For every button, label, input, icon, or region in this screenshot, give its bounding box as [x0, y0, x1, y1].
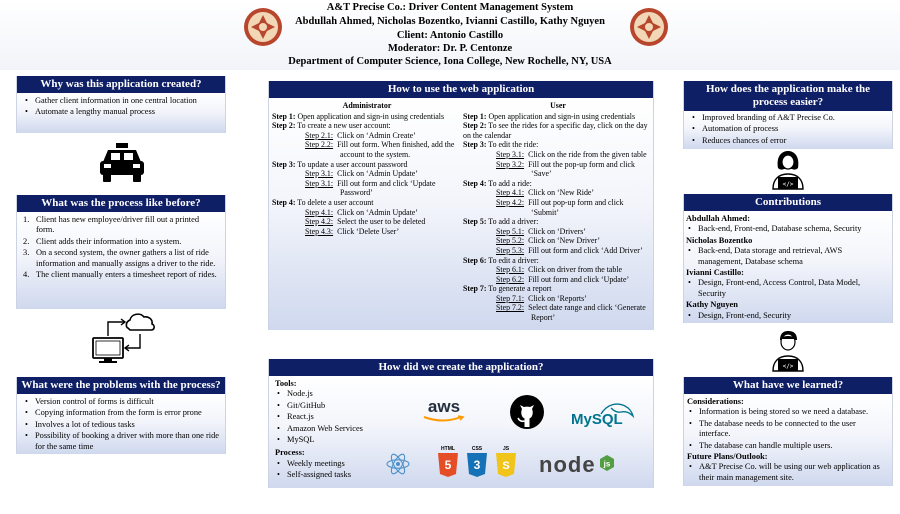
admin-substep: Step 4.2: Select the user to be deleted	[305, 217, 426, 227]
list-item: • Version control of forms is difficult	[23, 397, 219, 407]
list-item: • Design, Front-end, Security	[686, 311, 886, 321]
list-item: • Automation of process	[690, 124, 886, 134]
user-heading: User	[550, 101, 566, 110]
user-substep: Step 7.2: Select date range and click ‘Generate Report’	[496, 303, 646, 323]
problems-title: What were the problems with the process?	[17, 377, 225, 394]
process-panel	[16, 195, 226, 309]
user-substep: Step 4.1: Click on ‘New Ride’	[496, 188, 595, 198]
html5-logo-icon: HTML 5	[437, 446, 459, 481]
process-heading: Process:	[275, 448, 305, 458]
taxi-icon	[98, 142, 146, 186]
user-step: Step 2: To see the rides for a specific day, click on the day on the calendar	[463, 121, 648, 140]
howto-title: How to use the web application	[269, 81, 653, 98]
list-item: • Node.js	[275, 389, 647, 399]
list-item: 4. The client manually enters a timesheet report of rides.	[23, 270, 217, 280]
male-developer-icon	[770, 330, 806, 372]
list-item: • Reduces chances of error	[690, 136, 886, 146]
list-item: • Improved branding of A&T Precise Co.	[690, 113, 886, 123]
list-item: • Gather client information in one central location	[23, 96, 219, 106]
poster-department: Department of Computer Science, Iona College, New Rochelle, NY, USA	[288, 56, 612, 67]
problems-panel	[16, 377, 226, 454]
contributor-list	[686, 224, 886, 234]
svg-text:</>: </>	[782, 363, 794, 370]
list-item: • Back-end, Front-end, Database schema, Security	[686, 224, 886, 234]
user-substep: Step 5.1: Click on ‘Drivers’	[496, 226, 586, 236]
admin-step: Step 3: To update a user account password	[272, 159, 408, 169]
svg-text:3: 3	[473, 458, 481, 472]
contributor-list	[686, 246, 886, 267]
tools-heading: Tools:	[275, 379, 297, 388]
future-list	[687, 462, 886, 483]
admin-step: Step 1: Open application and sign-in using credentials	[272, 111, 445, 121]
why-title: Why was this application created?	[17, 76, 225, 93]
admin-substep: Step 3.1: Click on ‘Admin Update’	[305, 169, 418, 179]
list-item: • Involves a lot of tedious tasks	[23, 420, 219, 430]
list-item: • The database needs to be connected to the user interface.	[687, 419, 886, 440]
poster-moderator: Moderator: Dr. P. Centonze	[387, 43, 513, 54]
contributor-list	[686, 278, 886, 299]
create-title: How did we create the application?	[269, 359, 653, 376]
admin-heading: Administrator	[342, 101, 392, 110]
list-item: • Automate a lengthy manual process	[23, 107, 219, 117]
svg-text:S: S	[502, 460, 510, 472]
considerations-list	[687, 407, 886, 451]
user-substep: Step 5.3: Fill out form and click ‘Add Driver’	[496, 245, 643, 255]
user-step: Step 4: To add a ride:	[463, 178, 532, 188]
list-item: 1. Client has new employee/driver fill out a printed form.	[23, 215, 200, 235]
list-item: • Self-assigned tasks	[275, 470, 647, 480]
female-developer-icon	[770, 150, 806, 190]
easier-list	[690, 113, 886, 146]
user-substep: Step 7.1: Click on ‘Reports’	[496, 293, 587, 303]
aws-logo-icon: aws	[421, 398, 467, 426]
user-substep: Step 3.2: Fill out the pop-up form and click ‘Save’	[496, 159, 636, 179]
nodejs-logo-icon: node js	[539, 454, 623, 476]
learned-title: What have we learned?	[684, 377, 892, 394]
contributor-name: Nicholas Bozentko	[686, 235, 753, 245]
learned-panel	[683, 377, 893, 486]
admin-step: Step 2: To create a new user account:	[272, 121, 391, 131]
contrib-title: Contributions	[684, 194, 892, 211]
list-item: • React.js	[275, 412, 647, 422]
list-item: 3. On a second system, the owner gathers a list of ride information and manually assigns a driver to the ride.	[23, 248, 216, 268]
user-substep: Step 6.1: Click on driver from the table	[496, 265, 623, 275]
contributor-name: Abdullah Ahmed:	[686, 214, 750, 223]
user-step: Step 3: To edit the ride:	[463, 140, 539, 150]
why-panel	[16, 76, 226, 133]
create-panel	[268, 359, 654, 488]
problems-list	[23, 397, 219, 452]
admin-step: Step 4: To delete a user account	[272, 197, 374, 207]
considerations-heading: Considerations:	[687, 397, 744, 406]
cloud-computer-icon	[90, 308, 156, 366]
admin-substep: Step 2.2: Fill out form. When finished, add the account to the system.	[305, 140, 455, 159]
list-item: • Possibility of booking a driver with more than one ride for the same time	[23, 431, 219, 452]
easier-title: How does the application make the process easier?	[684, 81, 892, 111]
user-column	[463, 101, 653, 323]
list-item: • The database can handle multiple users.	[687, 441, 886, 451]
github-logo-icon	[509, 394, 545, 430]
future-heading: Future Plans/Outlook:	[687, 452, 768, 462]
contributor-name: Ivianni Castillo:	[686, 268, 744, 278]
javascript-logo-icon: JS S	[495, 446, 517, 481]
user-step: Step 6: To edit a driver:	[463, 255, 539, 265]
user-substep: Step 4.2: Fill out pop-up form and click ‘Submit’	[496, 197, 624, 217]
contrib-panel	[683, 194, 893, 323]
user-substep: Step 3.1: Click on the ride from the given table	[496, 149, 647, 159]
list-item: • Copying information from the form is error prone	[23, 408, 219, 418]
admin-substep: Step 4.1: Click on ‘Admin Update’	[305, 207, 418, 217]
list-item: • Information is being stored so we need a database.	[687, 407, 886, 417]
admin-substep: Step 4.3: Click ‘Delete User’	[305, 226, 400, 236]
user-step: Step 7: To generate a report	[463, 284, 552, 294]
admin-substep: Step 2.1: Click on ‘Admin Create’	[305, 130, 416, 140]
process-title: What was the process like before?	[17, 195, 225, 212]
process-list	[23, 215, 219, 280]
contributor-name: Kathy Nguyen	[686, 300, 738, 310]
howto-panel	[268, 81, 654, 330]
poster-authors: Abdullah Ahmed, Nicholas Bozentko, Ivianni Castillo, Kathy Nguyen	[295, 16, 605, 27]
user-substep: Step 6.2: Fill out form and click ‘Update’	[496, 274, 630, 284]
contributor-list	[686, 311, 886, 321]
mysql-logo-icon: MySQL	[571, 400, 635, 434]
list-item: • Weekly meetings	[275, 459, 647, 469]
list-item: • Design, Front-end, Access Control, Data Model, Security	[686, 278, 886, 299]
poster-title: A&T Precise Co.: Driver Content Management System	[326, 2, 574, 13]
list-item: 2. Client adds their information into a system.	[23, 236, 182, 246]
list-item: • MySQL	[275, 435, 647, 445]
list-item: • Git/GitHub	[275, 401, 647, 411]
svg-text:</>: </>	[782, 181, 794, 188]
why-list	[23, 96, 219, 118]
svg-text:js: js	[603, 459, 610, 469]
css3-logo-icon: CSS 3	[466, 446, 488, 481]
admin-column	[272, 101, 462, 236]
easier-panel	[683, 81, 893, 149]
admin-substep: Step 3.1: Fill out form and click ‘Update Password’	[305, 178, 436, 198]
user-step: Step 5: To add a driver:	[463, 217, 539, 227]
user-substep: Step 5.2: Click on ‘New Driver’	[496, 236, 601, 246]
list-item: • A&T Precise Co. will be using our web application as their main management site.	[687, 462, 886, 483]
poster-header	[0, 0, 900, 70]
poster-client: Client: Antonio Castillo	[396, 30, 504, 41]
react-logo-icon	[385, 452, 411, 476]
list-item: • Back-end, Data storage and retrieval, AWS management, Database schema	[686, 246, 886, 267]
user-step: Step 1: Open application and sign-in using credentials	[463, 111, 636, 121]
svg-text:5: 5	[444, 458, 452, 472]
list-item: • Amazon Web Services	[275, 424, 647, 434]
